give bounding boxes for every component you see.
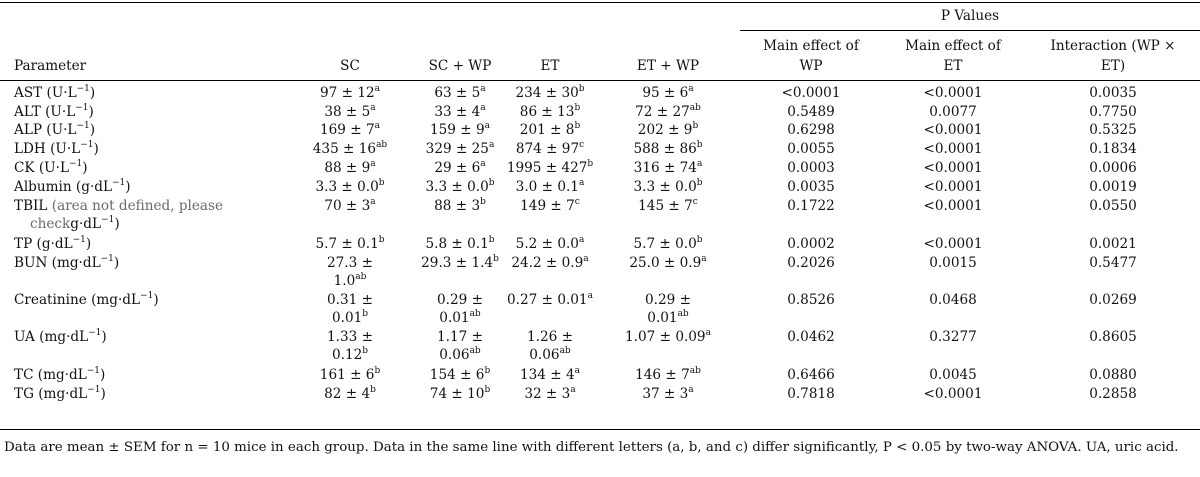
significance-letter: a xyxy=(574,366,580,376)
value-text: 32 ± 3 xyxy=(524,386,571,402)
p-value: 0.1834 xyxy=(1089,141,1137,157)
unit-exponent: −1 xyxy=(112,178,126,188)
value-text: 3.3 ± 0.0 xyxy=(315,179,379,195)
p-value: 0.5325 xyxy=(1089,122,1137,138)
group-value xyxy=(300,236,400,253)
group-value xyxy=(505,179,595,196)
group-value xyxy=(618,179,718,196)
group-value xyxy=(300,329,400,346)
group-value xyxy=(618,255,718,272)
value-text: 3.0 ± 0.1 xyxy=(515,179,579,195)
unit-close: ) xyxy=(85,236,92,252)
p-value: <0.0001 xyxy=(781,85,841,101)
parameter-label: TC (mg·dL xyxy=(14,367,87,383)
parameter-label: CK (U·L xyxy=(14,160,69,176)
group-value xyxy=(410,329,510,346)
value-text: 5.8 ± 0.1 xyxy=(425,236,489,252)
p-value: 0.0003 xyxy=(787,160,835,176)
group-value xyxy=(618,122,718,139)
significance-letter: b xyxy=(484,366,491,376)
table-footnote: Data are mean ± SEM for n = 10 mice in each group. Data in the same line with different letters (a, b, and c) differ significantly, P < 0.05 by two-way ANOVA. UA, uric acid. xyxy=(4,440,1179,455)
value-text: 161 ± 6 xyxy=(319,367,375,383)
significance-letter: ab xyxy=(689,366,701,376)
unit-exponent: −1 xyxy=(76,121,90,131)
p-value: 0.7750 xyxy=(1089,104,1137,120)
group-value xyxy=(618,104,718,121)
significance-letter: a xyxy=(688,385,694,395)
significance-letter: a xyxy=(688,84,694,94)
significance-letter: a xyxy=(374,84,380,94)
parameter-note: check xyxy=(30,216,71,232)
p-value: 0.0468 xyxy=(929,292,977,308)
significance-letter: b xyxy=(488,178,495,188)
group-value xyxy=(618,367,718,384)
value-text: 149 ± 7 xyxy=(520,198,575,214)
significance-letter: b xyxy=(578,84,585,94)
group-value xyxy=(300,292,400,309)
significance-letter: b xyxy=(696,178,703,188)
value-text: 0.27 ± 0.01 xyxy=(507,292,588,308)
parameter-label: AST (U·L xyxy=(14,85,77,101)
significance-letter: a xyxy=(374,121,380,131)
p-value: 0.0462 xyxy=(787,329,835,345)
row-parameter xyxy=(14,122,95,139)
group-value xyxy=(410,104,510,121)
row-parameter xyxy=(14,292,159,309)
group-value xyxy=(410,386,510,403)
significance-letter: ab xyxy=(689,103,701,113)
value-text: 1.26 ± xyxy=(527,329,573,345)
parameter-note: (area not defined, please xyxy=(51,198,224,214)
significance-letter: a xyxy=(370,197,376,207)
significance-letter: b xyxy=(493,254,499,264)
value-text: 1.0 xyxy=(333,273,356,289)
group-value xyxy=(410,141,510,158)
col-header-main-wp-line2: WP xyxy=(799,58,823,74)
group-value xyxy=(505,85,595,102)
p-value: 0.0055 xyxy=(787,141,835,157)
significance-letter: a xyxy=(705,328,711,338)
significance-letter: a xyxy=(583,254,589,264)
col-header-et: ET xyxy=(540,58,560,74)
unit-close: ) xyxy=(82,160,88,176)
p-value: <0.0001 xyxy=(923,198,983,214)
parameter-label: LDH (U·L xyxy=(14,141,81,157)
parameter-label: Creatinine (mg·dL xyxy=(14,292,141,308)
unit-close: ) xyxy=(101,329,107,345)
group-value xyxy=(618,386,718,403)
p-value: 0.2026 xyxy=(787,255,835,271)
p-value: 0.0269 xyxy=(1089,292,1137,308)
significance-letter: a xyxy=(480,103,486,113)
unit-exponent: −1 xyxy=(100,254,114,264)
group-value xyxy=(300,367,400,384)
value-text: 0.31 ± xyxy=(327,292,373,308)
col-header-sc: SC xyxy=(340,58,360,74)
significance-letter: c xyxy=(574,197,580,207)
significance-letter: b xyxy=(362,346,369,356)
value-text: 33 ± 4 xyxy=(434,104,481,120)
group-value xyxy=(505,141,595,158)
significance-letter: a xyxy=(696,159,703,169)
group-value xyxy=(618,236,718,253)
group-value-cont xyxy=(410,347,510,364)
p-value: 0.3277 xyxy=(929,329,977,345)
significance-letter: b xyxy=(378,235,385,245)
table-top-rule xyxy=(0,2,1200,3)
significance-letter: b xyxy=(692,121,699,131)
group-value xyxy=(505,255,595,272)
group-value xyxy=(410,292,510,309)
unit-exponent: −1 xyxy=(140,291,154,301)
group-value-cont xyxy=(300,347,400,364)
value-text: 0.12 xyxy=(331,347,363,363)
table-bottom-rule xyxy=(0,429,1200,430)
significance-letter: b xyxy=(574,121,581,131)
value-text: 146 ± 7 xyxy=(635,367,690,383)
p-value: 0.5489 xyxy=(787,104,835,120)
value-text: 202 ± 9 xyxy=(637,122,693,138)
value-text: 159 ± 9 xyxy=(429,122,485,138)
group-value xyxy=(505,329,595,346)
parameter-header: Parameter xyxy=(14,58,87,74)
p-value: 0.0021 xyxy=(1089,236,1137,252)
significance-letter: a xyxy=(370,159,376,169)
p-value: 0.6466 xyxy=(787,367,835,383)
col-header-sc-wp: SC + WP xyxy=(428,58,492,74)
p-value: 0.0035 xyxy=(787,179,835,195)
significance-letter: ab xyxy=(376,140,388,150)
significance-letter: ab xyxy=(677,309,689,319)
p-value: 0.0002 xyxy=(787,236,835,252)
p-value: 0.8526 xyxy=(787,292,835,308)
group-value xyxy=(300,122,400,139)
p-value: 0.0550 xyxy=(1089,198,1137,214)
value-text: 5.2 ± 0.0 xyxy=(515,236,579,252)
group-value xyxy=(410,255,510,272)
group-value-cont xyxy=(300,310,400,327)
unit-exponent: −1 xyxy=(87,385,101,395)
value-text: 0.29 ± xyxy=(645,292,691,308)
group-value xyxy=(300,255,400,272)
p-value: <0.0001 xyxy=(923,160,983,176)
value-text: 1.33 ± xyxy=(327,329,373,345)
significance-letter: a xyxy=(587,291,593,301)
parameter-label: ALT (U·L xyxy=(14,104,76,120)
group-value xyxy=(300,141,400,158)
row-parameter xyxy=(14,85,95,102)
row-parameter xyxy=(14,198,223,215)
unit-close: ) xyxy=(100,367,106,383)
value-text: 3.3 ± 0.0 xyxy=(425,179,489,195)
significance-letter: b xyxy=(370,385,376,395)
value-text: 3.3 ± 0.0 xyxy=(633,179,697,195)
header-rule xyxy=(0,80,1200,81)
row-parameter-cont xyxy=(30,216,120,233)
group-value xyxy=(300,179,400,196)
value-text: 0.01 xyxy=(439,310,470,326)
value-text: 435 ± 16 xyxy=(312,141,377,157)
group-value xyxy=(618,329,718,346)
value-text: 5.7 ± 0.1 xyxy=(315,236,379,252)
group-value xyxy=(300,160,400,177)
p-value: 0.2858 xyxy=(1089,386,1137,402)
p-value: 0.1722 xyxy=(787,198,835,214)
group-value xyxy=(505,122,595,139)
group-value xyxy=(300,104,400,121)
group-value xyxy=(410,85,510,102)
unit-exponent: −1 xyxy=(88,328,102,338)
p-value: 0.7818 xyxy=(787,386,835,402)
p-value: <0.0001 xyxy=(923,85,983,101)
significance-letter: b xyxy=(374,366,381,376)
p-value: <0.0001 xyxy=(923,386,983,402)
significance-letter: a xyxy=(488,140,495,150)
value-text: 95 ± 6 xyxy=(642,85,689,101)
p-value: <0.0001 xyxy=(923,122,983,138)
significance-letter: ab xyxy=(559,346,571,356)
unit-exponent: −1 xyxy=(69,159,83,169)
significance-letter: ab xyxy=(469,346,481,356)
parameter-unit: g·dL xyxy=(70,216,102,232)
value-text: 1.17 ± xyxy=(437,329,483,345)
value-text: 5.7 ± 0.0 xyxy=(633,236,697,252)
significance-letter: b xyxy=(696,140,703,150)
group-value xyxy=(410,367,510,384)
parameter-label: UA (mg·dL xyxy=(14,329,89,345)
group-value xyxy=(618,85,718,102)
significance-letter: ab xyxy=(355,272,367,282)
value-text: 0.01 xyxy=(331,310,363,326)
p-value: <0.0001 xyxy=(923,179,983,195)
group-value xyxy=(410,198,510,215)
row-parameter xyxy=(14,386,106,403)
group-value xyxy=(505,104,595,121)
group-value xyxy=(505,292,595,309)
group-value-cont xyxy=(410,310,510,327)
significance-letter: a xyxy=(370,103,376,113)
group-value xyxy=(410,236,510,253)
p-value: <0.0001 xyxy=(923,236,983,252)
significance-letter: b xyxy=(696,235,703,245)
value-text: 97 ± 12 xyxy=(319,85,375,101)
unit-exponent: −1 xyxy=(101,215,115,225)
value-text: 0.06 xyxy=(529,347,560,363)
p-value: 0.0035 xyxy=(1089,85,1137,101)
p-value: 0.5477 xyxy=(1089,255,1137,271)
p-value: 0.0006 xyxy=(1089,160,1137,176)
group-value xyxy=(300,85,400,102)
row-parameter xyxy=(14,141,99,158)
group-value xyxy=(410,179,510,196)
col-header-main-et-line2: ET xyxy=(943,58,963,74)
group-value xyxy=(505,236,595,253)
p-value: 0.0045 xyxy=(929,367,977,383)
significance-letter: c xyxy=(692,197,698,207)
significance-letter: ab xyxy=(469,309,481,319)
parameter-label: TP (g·dL xyxy=(14,236,73,252)
value-text: 0.29 ± xyxy=(437,292,483,308)
group-value xyxy=(505,367,595,384)
value-text: 37 ± 3 xyxy=(642,386,689,402)
group-value xyxy=(505,160,595,177)
value-text: 145 ± 7 xyxy=(638,198,693,214)
value-text: 134 ± 4 xyxy=(519,367,575,383)
significance-letter: b xyxy=(574,103,581,113)
value-text: 316 ± 74 xyxy=(633,160,697,176)
significance-letter: b xyxy=(488,235,495,245)
col-header-interaction-line1: Interaction (WP × xyxy=(1050,38,1176,54)
group-value xyxy=(618,160,718,177)
value-text: 169 ± 7 xyxy=(319,122,375,138)
value-text: 82 ± 4 xyxy=(324,386,371,402)
unit-close: ) xyxy=(114,216,120,232)
significance-letter: a xyxy=(480,84,486,94)
significance-letter: a xyxy=(578,178,585,188)
parameter-label: Albumin (g·dL xyxy=(14,179,112,195)
value-text: 38 ± 5 xyxy=(324,104,371,120)
significance-letter: b xyxy=(484,385,491,395)
row-parameter xyxy=(14,104,94,121)
row-parameter xyxy=(14,255,119,272)
significance-letter: a xyxy=(570,385,576,395)
unit-close: ) xyxy=(89,122,96,138)
value-text: 0.06 xyxy=(439,347,470,363)
value-text: 88 ± 3 xyxy=(434,198,481,214)
row-parameter xyxy=(14,236,91,253)
value-text: 201 ± 8 xyxy=(519,122,575,138)
value-text: 74 ± 10 xyxy=(429,386,485,402)
value-text: 29 ± 6 xyxy=(434,160,481,176)
significance-letter: a xyxy=(578,235,585,245)
value-text: 63 ± 5 xyxy=(434,85,481,101)
value-text: 27.3 ± xyxy=(327,255,373,271)
p-value: 0.8605 xyxy=(1089,329,1137,345)
significance-letter: b xyxy=(587,159,594,169)
significance-letter: a xyxy=(701,254,707,264)
unit-close: ) xyxy=(93,141,99,157)
value-text: 588 ± 86 xyxy=(633,141,697,157)
unit-exponent: −1 xyxy=(75,103,89,113)
col-header-main-et-line1: Main effect of xyxy=(905,38,1001,54)
parameter-label: TG (mg·dL xyxy=(14,386,88,402)
row-parameter xyxy=(14,329,107,346)
value-text: 70 ± 3 xyxy=(324,198,371,214)
group-value-cont xyxy=(618,310,718,327)
col-header-et-wp: ET + WP xyxy=(636,58,700,74)
group-value xyxy=(300,386,400,403)
p-value: 0.0077 xyxy=(929,104,977,120)
value-text: 1.07 ± 0.09 xyxy=(625,329,706,345)
parameter-label: ALP (U·L xyxy=(14,122,77,138)
value-text: 234 ± 30 xyxy=(515,85,579,101)
col-header-interaction-line2: ET) xyxy=(1100,58,1126,74)
group-value xyxy=(618,198,718,215)
value-text: 88 ± 9 xyxy=(324,160,371,176)
significance-letter: b xyxy=(480,197,486,207)
significance-letter: a xyxy=(480,159,486,169)
unit-exponent: −1 xyxy=(86,366,101,376)
row-parameter xyxy=(14,179,131,196)
unit-close: ) xyxy=(88,104,94,120)
group-value xyxy=(505,386,595,403)
value-text: 29.3 ± 1.4 xyxy=(421,255,494,271)
value-text: 25.0 ± 0.9 xyxy=(629,255,702,271)
unit-close: ) xyxy=(89,85,96,101)
unit-close: ) xyxy=(113,255,120,271)
unit-exponent: −1 xyxy=(72,235,86,245)
value-text: 72 ± 27 xyxy=(635,104,690,120)
unit-close: ) xyxy=(125,179,131,195)
group-value xyxy=(410,160,510,177)
pvalues-rule xyxy=(740,30,1200,31)
group-value xyxy=(618,141,718,158)
unit-close: ) xyxy=(153,292,159,308)
value-text: 874 ± 97 xyxy=(515,141,580,157)
row-parameter xyxy=(14,367,105,384)
group-value xyxy=(410,122,510,139)
significance-letter: b xyxy=(362,309,369,319)
significance-letter: b xyxy=(378,178,385,188)
value-text: 1995 ± 427 xyxy=(506,160,588,176)
significance-letter: c xyxy=(579,140,585,150)
p-value: 0.0019 xyxy=(1089,179,1137,195)
unit-exponent: −1 xyxy=(80,140,94,150)
p-value: 0.6298 xyxy=(787,122,835,138)
group-value-cont xyxy=(300,273,400,290)
value-text: 86 ± 13 xyxy=(519,104,575,120)
parameter-label: TBIL xyxy=(14,198,52,214)
group-value xyxy=(505,198,595,215)
p-value: <0.0001 xyxy=(923,141,983,157)
significance-letter: a xyxy=(484,121,490,131)
row-parameter xyxy=(14,160,88,177)
group-value xyxy=(300,198,400,215)
col-header-main-wp-line1: Main effect of xyxy=(763,38,859,54)
value-text: 0.01 xyxy=(647,310,678,326)
unit-exponent: −1 xyxy=(76,84,90,94)
parameter-label: BUN (mg·dL xyxy=(14,255,101,271)
value-text: 329 ± 25 xyxy=(425,141,489,157)
value-text: 24.2 ± 0.9 xyxy=(511,255,584,271)
group-value xyxy=(618,292,718,309)
group-value-cont xyxy=(505,347,595,364)
value-text: 154 ± 6 xyxy=(429,367,485,383)
unit-close: ) xyxy=(100,386,106,402)
p-value: 0.0880 xyxy=(1089,367,1137,383)
p-value: 0.0015 xyxy=(929,255,977,271)
pvalues-header: P Values xyxy=(940,8,1000,24)
